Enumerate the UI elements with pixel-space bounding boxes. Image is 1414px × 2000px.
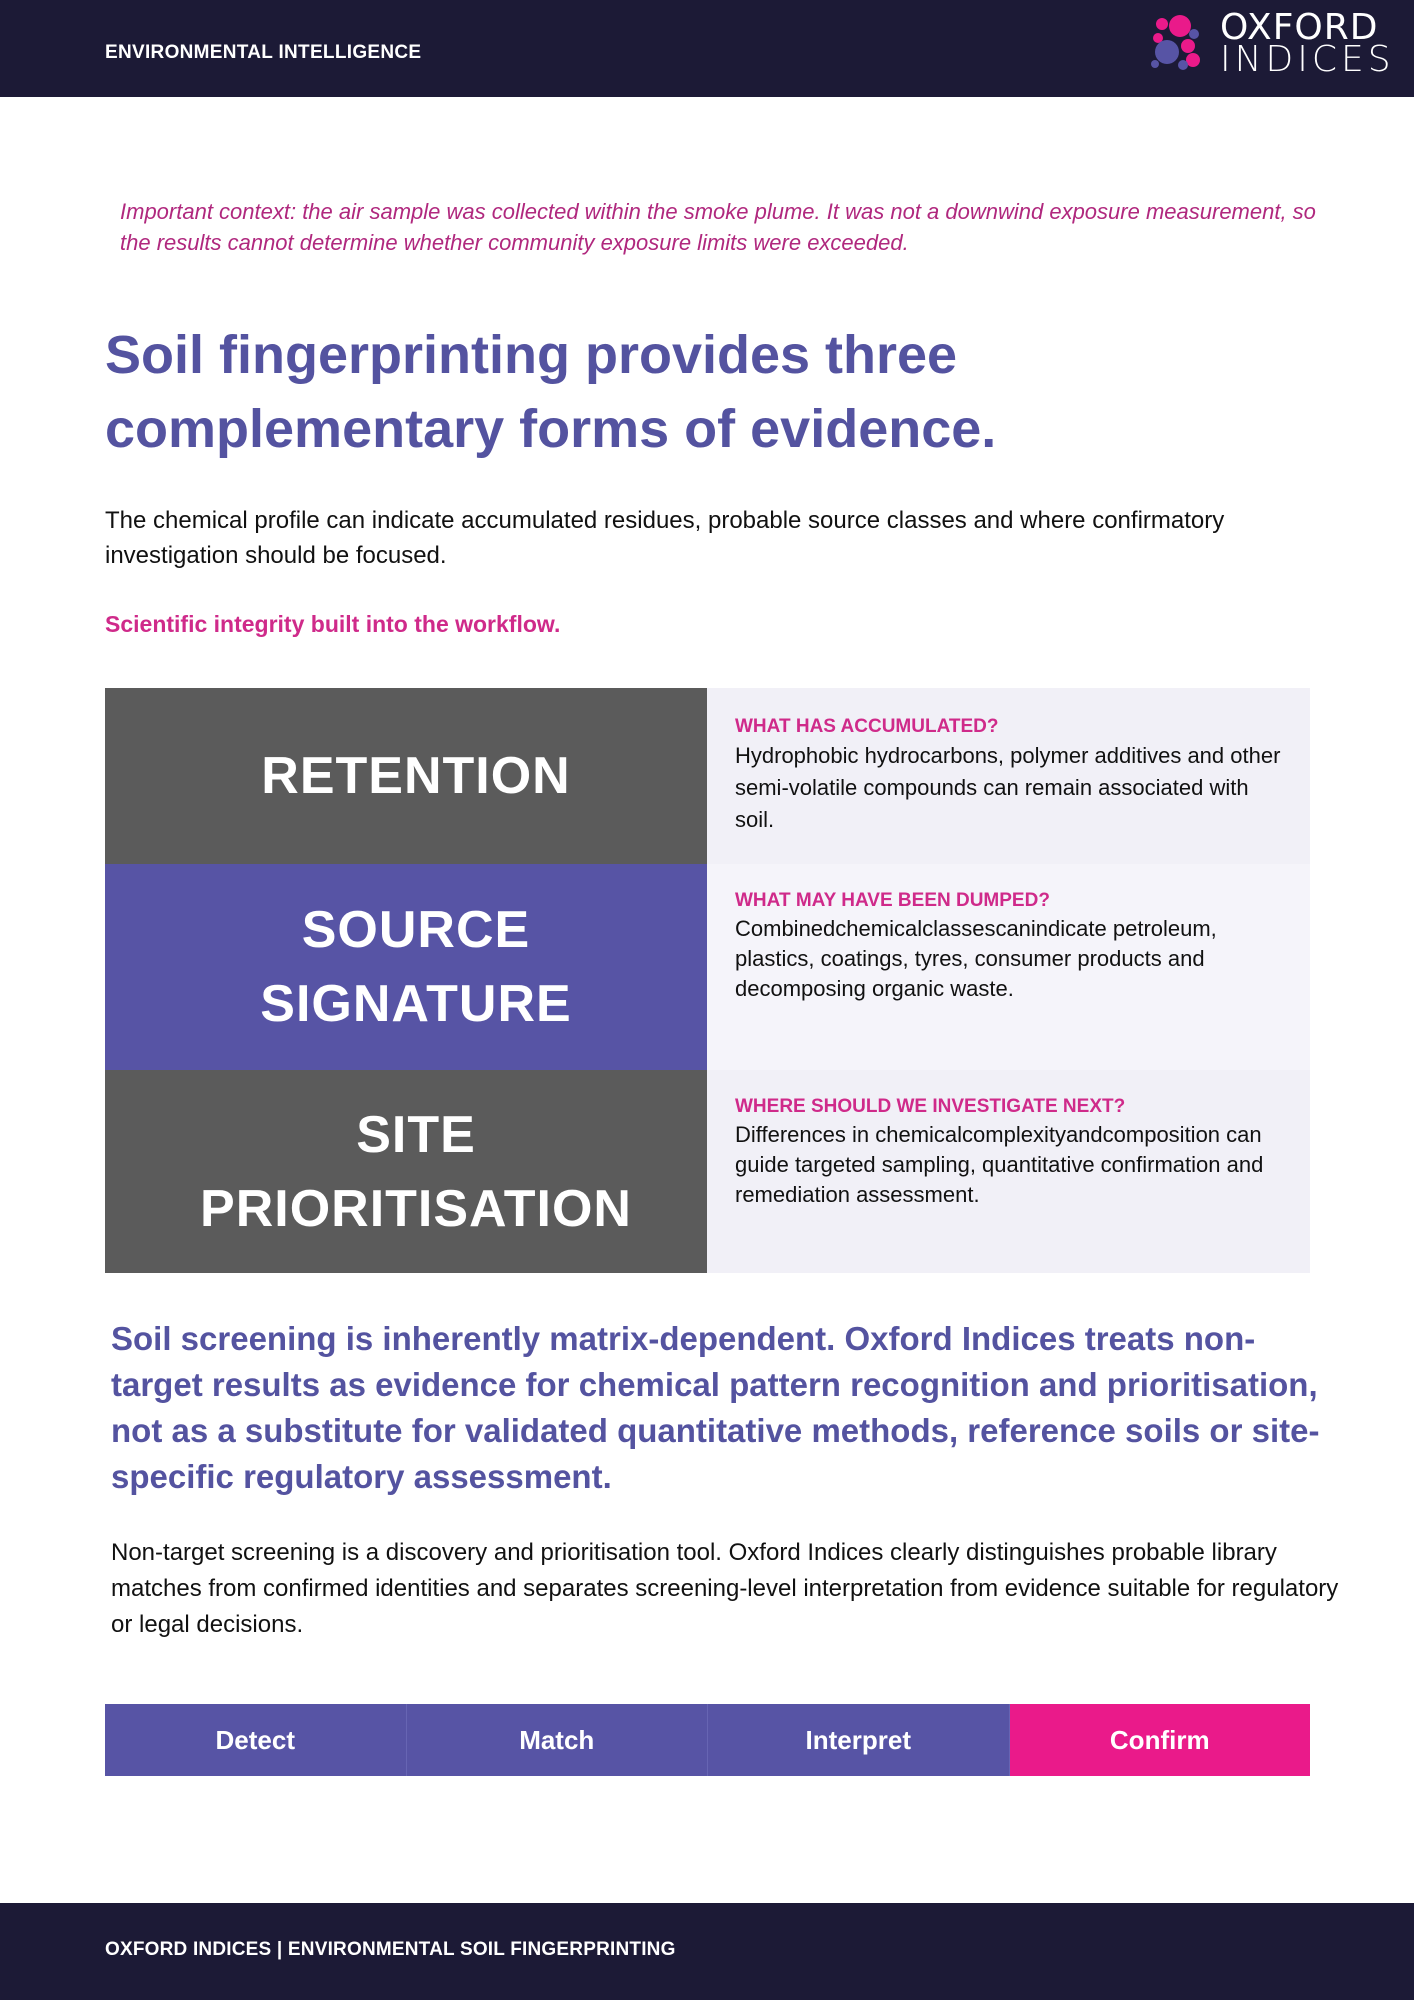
evidence-answer: Hydrophobic hydrocarbons, polymer additives and other semi-volatile compounds can remain associated with soil.: [735, 743, 1281, 832]
step-interpret: Interpret: [708, 1704, 1010, 1776]
screening-paragraph: Non-target screening is a discovery and prioritisation tool. Oxford Indices clearly distinguishes probable library matches from confirmed identities and separates screening-level interpretation from evidence suitable for regulatory or legal decisions.: [111, 1539, 1339, 1638]
oxford-indices-logo: [1150, 7, 1400, 82]
evidence-detail: [707, 864, 1310, 1070]
evidence-answer: Differences in chemicalcomplexityandcomposition can guide targeted sampling, quantitative confirmation and remediation assessment.: [735, 1122, 1264, 1207]
bubble-cluster-icon: [1150, 12, 1214, 76]
step-match: Match: [407, 1704, 709, 1776]
evidence-table: [105, 688, 1310, 1273]
evidence-row-site-prioritisation: [105, 1070, 1310, 1273]
evidence-question: WHAT HAS ACCUMULATED?: [735, 716, 999, 737]
evidence-question: WHERE SHOULD WE INVESTIGATE NEXT?: [735, 1096, 1126, 1117]
evidence-title: SITE PRIORITISATION: [105, 1070, 707, 1273]
integrity-heading: Scientific integrity built into the workflow.: [105, 611, 561, 637]
evidence-question: WHAT MAY HAVE BEEN DUMPED?: [735, 890, 1050, 911]
evidence-detail: [707, 688, 1310, 864]
page-title: Soil fingerprinting provides three complementary forms of evidence.: [105, 325, 997, 459]
evidence-detail: [707, 1070, 1310, 1273]
workflow-steps: [105, 1704, 1310, 1776]
context-note: Important context: the air sample was collected within the smoke plume. It was not a downwind exposure measurement, so the results cannot determine whether community exposure limits were exceeded.: [120, 199, 1316, 255]
logo-line2: INDICES: [1220, 39, 1395, 80]
page-footer: [0, 1903, 1414, 2000]
step-confirm: Confirm: [1010, 1704, 1311, 1776]
page-header: [0, 0, 1414, 97]
step-detect: Detect: [105, 1704, 407, 1776]
logo-line1: OXFORD: [1220, 7, 1379, 48]
evidence-answer: Combinedchemicalclassescanindicate petroleum, plastics, coatings, tyres, consumer products and decomposing organic waste.: [735, 916, 1217, 1001]
intro-paragraph: The chemical profile can indicate accumulated residues, probable source classes and where confirmatory investigation should be focused.: [105, 507, 1225, 569]
header-label: ENVIRONMENTAL INTELLIGENCE: [105, 42, 422, 63]
evidence-row-source-signature: [105, 864, 1310, 1070]
matrix-statement: Soil screening is inherently matrix-dependent. Oxford Indices treats non-target results as evidence for chemical pattern recognition and prioritisation, not as a substitute for validated quantitative methods, reference soils or site-specific regulatory assessment.: [111, 1320, 1320, 1495]
evidence-title: SOURCE SIGNATURE: [105, 864, 707, 1070]
evidence-row-retention: [105, 688, 1310, 864]
evidence-title: RETENTION: [105, 688, 707, 864]
footer-label: OXFORD INDICES | ENVIRONMENTAL SOIL FINGERPRINTING: [105, 1939, 676, 1960]
